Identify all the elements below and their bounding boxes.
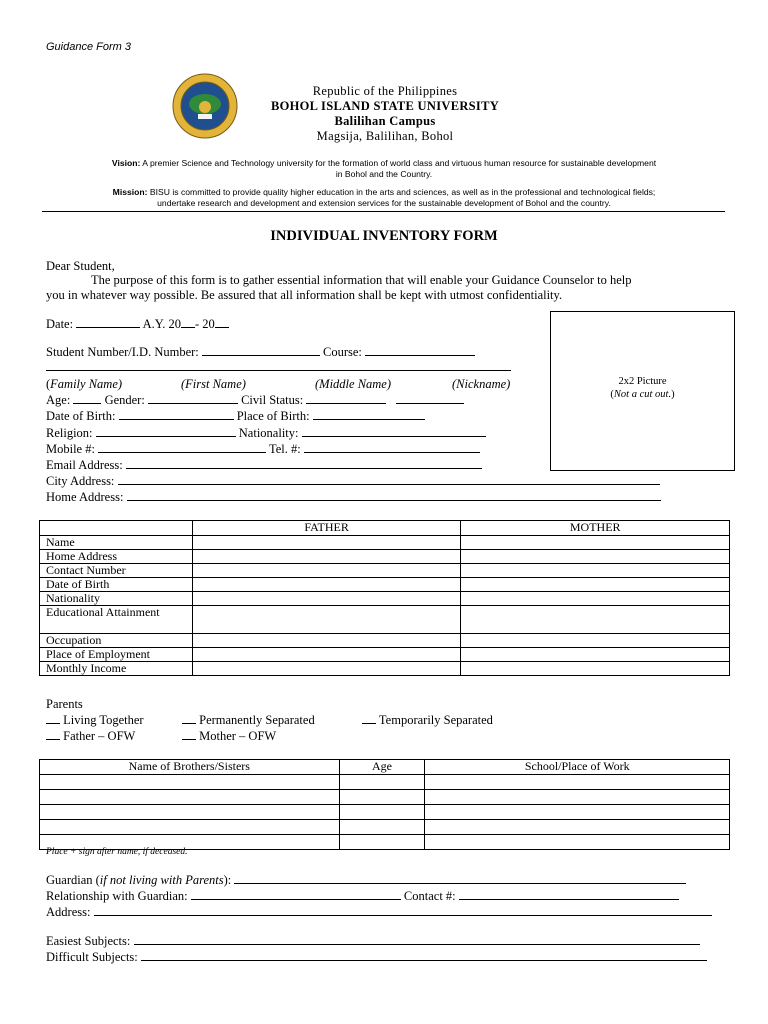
table-row <box>40 592 730 606</box>
middle-name-label: (Middle Name) <box>315 377 392 391</box>
email-field[interactable] <box>126 458 482 469</box>
city-address-field[interactable] <box>118 474 660 485</box>
place-of-birth-field[interactable] <box>313 409 425 420</box>
table-row <box>40 634 730 648</box>
table-row <box>40 820 730 835</box>
email-row: Email Address: <box>46 458 482 473</box>
table-row <box>40 564 730 578</box>
age-row: Age: Gender: Civil Status: <box>46 393 464 408</box>
home-address-field[interactable] <box>127 490 661 501</box>
extra-field[interactable] <box>396 393 464 404</box>
father-cell[interactable] <box>192 634 461 648</box>
religion-field[interactable] <box>96 426 236 437</box>
family-name-label: Family Name) <box>50 377 123 391</box>
father-cell[interactable] <box>192 564 461 578</box>
option-mother-ofw[interactable]: Mother – OFW <box>182 729 276 744</box>
father-cell[interactable] <box>192 550 461 564</box>
mother-cell[interactable] <box>461 550 730 564</box>
guardian-contact-field[interactable] <box>459 889 679 900</box>
difficult-subjects-field[interactable] <box>141 950 707 961</box>
parents-row-label: Date of Birth <box>40 578 193 592</box>
picture-box <box>550 311 735 471</box>
siblings-age-header: Age <box>339 760 425 775</box>
parents-header-label <box>40 521 193 536</box>
intro-line-2: you in whatever way possible. Be assured that all information shall be kept with utmost confidentiality. <box>46 288 563 302</box>
intro-line-1: The purpose of this form is to gather essential information that will enable your Guidance Counselor to help <box>91 273 632 287</box>
parents-table <box>39 520 730 676</box>
table-row <box>40 648 730 662</box>
header-divider <box>42 211 725 212</box>
easiest-subjects-field[interactable] <box>134 934 700 945</box>
mobile-field[interactable] <box>98 442 266 453</box>
mother-cell[interactable] <box>461 648 730 662</box>
date-row: Date: A.Y. 20 - 20 <box>46 317 229 332</box>
mother-cell[interactable] <box>461 592 730 606</box>
date-field[interactable] <box>76 317 140 328</box>
relationship-row: Relationship with Guardian: Contact #: <box>46 889 679 904</box>
phone-row: Mobile #: Tel. #: <box>46 442 480 457</box>
father-cell[interactable] <box>192 592 461 606</box>
table-row <box>40 790 730 805</box>
city-address-row: City Address: <box>46 474 660 489</box>
father-cell[interactable] <box>192 648 461 662</box>
mission-block: Mission: BISU is committed to provide quality higher education in the arts and sciences, as well as in the professional and technological fields; undertake research and development and extension services for the sustainable development of Bohol and the country. <box>112 187 656 208</box>
date-of-birth-field[interactable] <box>119 409 234 420</box>
parents-row-label: Place of Employment <box>40 648 193 662</box>
siblings-name-header: Name of Brothers/Sisters <box>40 760 340 775</box>
tel-field[interactable] <box>304 442 480 453</box>
student-number-row: Student Number/I.D. Number: Course: <box>46 345 475 360</box>
siblings-note: Place + sign after name, if deceased. <box>46 847 188 857</box>
mother-cell[interactable] <box>461 578 730 592</box>
home-address-row: Home Address: <box>46 490 661 505</box>
name-field[interactable] <box>46 370 511 371</box>
easiest-subjects-row: Easiest Subjects: <box>46 934 700 949</box>
gender-field[interactable] <box>148 393 238 404</box>
siblings-table <box>39 759 730 850</box>
parents-row-label: Home Address <box>40 550 193 564</box>
mother-cell[interactable] <box>461 606 730 634</box>
ay-start-field[interactable] <box>181 317 195 328</box>
guardian-address-row: Address: <box>46 905 712 920</box>
religion-row: Religion: Nationality: <box>46 426 486 441</box>
table-row <box>40 550 730 564</box>
option-temporarily-separated[interactable]: Temporarily Separated <box>362 713 493 728</box>
university-name: BOHOL ISLAND STATE UNIVERSITY <box>270 99 500 113</box>
picture-note: (Not a cut out.) <box>610 389 675 400</box>
mother-cell[interactable] <box>461 634 730 648</box>
form-title: INDIVIDUAL INVENTORY FORM <box>270 228 498 244</box>
siblings-school-header: School/Place of Work <box>425 760 730 775</box>
table-row <box>40 606 730 634</box>
option-permanently-separated[interactable]: Permanently Separated <box>182 713 315 728</box>
relationship-field[interactable] <box>191 889 401 900</box>
age-field[interactable] <box>73 393 101 404</box>
option-living-together[interactable]: Living Together <box>46 713 144 728</box>
parents-row-label: Name <box>40 536 193 550</box>
ay-end-field[interactable] <box>215 317 229 328</box>
table-row <box>40 578 730 592</box>
first-name-label: (First Name) <box>181 377 246 391</box>
difficult-subjects-row: Difficult Subjects: <box>46 950 707 965</box>
parents-row-label: Educational Attainment <box>40 606 193 634</box>
birth-row: Date of Birth: Place of Birth: <box>46 409 425 424</box>
civil-status-field[interactable] <box>306 393 386 404</box>
mother-cell[interactable] <box>461 536 730 550</box>
father-cell[interactable] <box>192 536 461 550</box>
father-header: FATHER <box>192 521 461 536</box>
mother-header: MOTHER <box>461 521 730 536</box>
parents-status-label: Parents <box>46 697 83 711</box>
father-cell[interactable] <box>192 606 461 634</box>
father-cell[interactable] <box>192 662 461 676</box>
campus-name: Balilihan Campus <box>334 114 436 128</box>
parents-row-label: Contact Number <box>40 564 193 578</box>
parents-row-label: Occupation <box>40 634 193 648</box>
university-seal <box>172 73 238 139</box>
table-row <box>40 536 730 550</box>
picture-label: 2x2 Picture <box>618 376 667 387</box>
nickname-label: (Nickname) <box>452 377 511 391</box>
table-row <box>40 775 730 790</box>
nationality-field[interactable] <box>302 426 486 437</box>
course-field[interactable] <box>365 345 475 356</box>
campus-location: Magsija, Balilihan, Bohol <box>316 129 454 143</box>
father-cell[interactable] <box>192 578 461 592</box>
form-code: Guidance Form 3 <box>46 41 131 53</box>
greeting: Dear Student, <box>46 259 115 273</box>
table-row <box>40 805 730 820</box>
guardian-field[interactable] <box>234 873 686 884</box>
republic-line: Republic of the Philippines <box>312 84 458 98</box>
vision-block: Vision: A premier Science and Technology university for the formation of world class and virtuous human resource for sustainable development in Bohol and the Country. <box>111 158 657 179</box>
mother-cell[interactable] <box>461 662 730 676</box>
parents-row-label: Monthly Income <box>40 662 193 676</box>
option-father-ofw[interactable]: Father – OFW <box>46 729 135 744</box>
guardian-address-field[interactable] <box>94 905 712 916</box>
guardian-row: Guardian (if not living with Parents): <box>46 873 686 888</box>
mother-cell[interactable] <box>461 564 730 578</box>
parents-row-label: Nationality <box>40 592 193 606</box>
table-row <box>40 662 730 676</box>
student-number-field[interactable] <box>202 345 320 356</box>
